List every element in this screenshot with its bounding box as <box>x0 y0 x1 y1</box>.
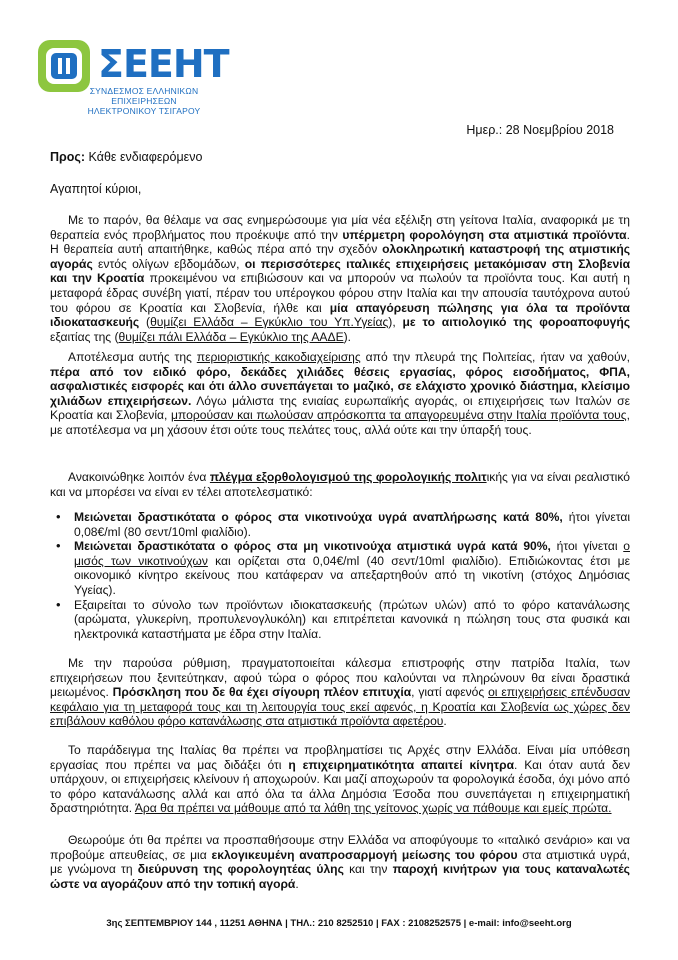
text: εξαιτίας της ( <box>50 329 119 344</box>
bold-text: εκλογικευμένη αναπροσαρμογή μείωσης του φόρου <box>211 847 518 862</box>
text: . <box>443 714 447 729</box>
underlined-text: οι επιχειρήσεις επένδυσαν κεφάλαιο για τη μεταφορά τους και τη λειτουργία τους εκεί αφενός, η Κροατία και Σλοβενία ως χώρες δεν επιβάλουν καθόλου φόρο κατανάλωσης στα ατμιστικά προϊόντα αφετέρου <box>50 685 631 729</box>
underlined-text: ο μισός των νικοτινούχων <box>74 539 630 568</box>
footer-contact: 3ης ΣΕΠΤΕΜΒΡΙΟΥ 144 , 11251 ΑΘΗΝΑ | ΤΗΛ.: 210 8252510 | FAX : 2108252575 | e-mail: info@seeht.org <box>106 918 572 929</box>
bold-text: υπέρμετρη φορολόγηση στα ατμιστικά προϊόντα <box>342 227 627 242</box>
text: , γιατί αφενός <box>411 685 489 700</box>
paragraph-4 <box>50 656 630 729</box>
underlined-text: θυμίζει πάλι Ελλάδα – Εγκύκλιο της ΑΑΔΕ <box>118 329 344 344</box>
bold-text: η επιχειρηματικότητα απαιτεί κίνητρα <box>288 757 515 772</box>
recipient-line <box>50 150 202 165</box>
text: από την πλευρά της Πολιτείας, ήταν να χαθούν, <box>360 350 630 364</box>
paragraph-2 <box>50 350 630 438</box>
text: στα ατμιστικά υγρά, με γνώμονα τη <box>50 847 630 877</box>
text: ). <box>343 329 352 344</box>
text: εντός ολίγων εβδομάδων, <box>92 256 245 271</box>
recipient-text: Κάθε ενδιαφερόμενο <box>85 150 203 164</box>
logo-name: ΣΕΕΗΤ <box>98 42 229 86</box>
list-item <box>74 598 630 642</box>
text: . <box>295 876 299 891</box>
bold-text: διεύρυνση της φορολογητέας ύλης <box>137 862 344 877</box>
text: προκειμένου να επιβιώσουν και να μπορούν να πωλούν τα προϊόντα τους. Και αυτή η μεταφορά έδρας συνέβη γιατί, πέραν του υπέρογκου φόρου στην Ιταλία και την απουσία ταυτόχρονα αυτού του φόρου σε Κροατία και Σλοβενία, ήλθε και <box>50 271 630 315</box>
bold-text: πέρα από τον ειδικό φόρο, δεκάδες χιλιάδες θέσεις εργασίας, φόρος εισοδήματος, ΦΠΑ, ασφαλιστικές εισφορές και ότι άλλο συνεπάγεται το μαζικό, σε ελάχιστο χρονικό διάστημα, κλείσιμο χιλιάδων επιχειρήσεων. <box>50 364 630 408</box>
text: Εξαιρείται το σύνολο των προϊόντων ιδιοκατασκευής (πρώτων υλών) από το φόρο κατανάλωσης (αρώματα, γλυκερίνη, προπυλενογλυκόλη) και επιτρέπεται κανονικά η πώληση τους στα φυσικά και ηλεκτρονικά καταστήματα με έδρα στην Ιταλία. <box>74 597 630 641</box>
text: ), <box>388 315 403 330</box>
paragraph-3 <box>50 470 630 499</box>
text: Θεωρούμε ότι θα πρέπει να προσπαθήσουμε στην Ελλάδα να αποφύγουμε το «ιταλικό σενάριο» και να προβούμε απευθείας, σε μια <box>50 833 630 862</box>
text: ικής για να είναι ρεαλιστικό και να μπορέσει να είναι εν τέλει αποτελεσματικό: <box>50 470 630 499</box>
text: Με την παρούσα ρύθμιση, πραγματοποιείται κάλεσμα επιστροφής στην πατρίδα Ιταλία, των επιχειρήσεων που ξενιτεύτηκαν, αφού τώρα ο φόρος που καλούνται να πληρώνουν θα είναι δραστικά μειωμένος. <box>50 656 630 700</box>
underlined-text: Άρα θα πρέπει να μάθουμε από τα λάθη της γείτονος χωρίς να πάθουμε και εμείς πρώτα. <box>134 801 612 816</box>
underlined-text: θυμίζει Ελλάδα – Εγκύκλιο του Υπ.Υγείας <box>150 315 389 330</box>
bold-text: με το αιτιολογικό της φοροαποφυγής <box>402 315 631 330</box>
bold-text: Πρόσκληση που δε θα έχει σίγουρη πλέον επιτυχία <box>112 685 412 700</box>
text: και ορίζεται στα 0,04€/ml (40 σεντ/10ml φιαλίδιο). Επιδιώκοντας έτσι με οικονομικό κίνητρο εκείνους που κατάφεραν να απεξαρτηθούν από τη νικοτίνη (στόχος Δημόσιας Υγείας). <box>74 553 630 597</box>
bold-underlined-text: πλέγμα εξορθολογισμού της φορολογικής πολιτ <box>209 470 487 484</box>
bold-text: παροχή κινήτρων για τους καταναλωτές ώστε να αγοράζουν από την τοπική αγορά <box>50 862 630 891</box>
bold-text: Μειώνεται δραστικότατα ο φόρος στα μη νικοτινούχα ατμιστικά υγρά κατά 90%, <box>74 539 551 554</box>
text: ήτοι γίνεται 0,08€/ml (80 σεντ/10ml φιαλίδιο). <box>74 510 631 539</box>
measures-list <box>74 510 630 641</box>
text: και την <box>343 862 393 877</box>
paragraph-1 <box>50 213 630 344</box>
bold-text: ολοκληρωτική καταστροφή της ατμιστικής αγοράς <box>50 242 630 271</box>
organization-logo <box>36 38 229 118</box>
logo-subtitle <box>82 86 206 116</box>
bold-text: μία απαγόρευση πώλησης για όλα τα προϊόντα ιδιοκατασκευής <box>50 300 630 330</box>
logo-subtitle-line1: ΣΥΝΔΕΣΜΟΣ ΕΛΛΗΝΙΚΩΝ <box>89 86 199 96</box>
paragraph-5 <box>50 743 630 816</box>
list-item <box>74 539 630 597</box>
text: Το παράδειγμα της Ιταλίας θα πρέπει να προβληματίσει τις Αρχές στην Ελλάδα. Είναι μία υπόθεση εργασίας που πρέπει να μας διδάξει ότι <box>50 743 630 772</box>
letter-date: Ημερ.: 28 Νοεμβρίου 2018 <box>466 123 614 137</box>
text: ήτοι γίνεται <box>550 539 624 554</box>
text: Αποτέλεσμα αυτής της <box>68 350 197 364</box>
text: . Και όταν αυτά δεν υπάρχουν, οι επιχειρήσεις κλείνουν ή αποχωρούν. Και μαζί αποχωρούν τα φορολογικά έσοδα, όχι μόνο από το φόρο κατανάλωσης αλλά και από όλα τα άλλα Δημόσια Έσοδα που συνεπάγεται η επιχειρηματική δραστηριότητα. <box>50 757 630 816</box>
recipient-label: Προς: <box>50 150 86 164</box>
greeting: Αγαπητοί κύριοι, <box>50 182 142 196</box>
list-item <box>74 510 630 539</box>
underlined-text: μπορούσαν και πωλούσαν απρόσκοπτα τα απαγορευμένα στην Ιταλία προϊόντα τους <box>170 408 627 423</box>
text: . Η θεραπεία αυτή απαιτήθηκε, καθώς πέρα από την σχεδόν <box>50 227 630 257</box>
bold-text: Μειώνεται δραστικότατα ο φόρος στα νικοτινούχα υγρά αναπλήρωσης κατά 80%, <box>74 510 563 524</box>
bold-text: οι περισσότερες ιταλικές επιχειρήσεις μετακόμισαν στη Σλοβενία και την Κροατία <box>50 256 631 286</box>
text: Ανακοινώθηκε λοιπόν ένα <box>68 470 210 484</box>
logo-subtitle-line2: ΕΠΙΧΕΙΡΗΣΕΩΝ ΗΛΕΚΤΡΟΝΙΚΟΥ ΤΣΙΓΑΡΟΥ <box>87 96 201 116</box>
text: Λόγω μάλιστα της ενιαίας ευρωπαϊκής αγοράς, οι επιχειρήσεις των Ιταλών σε Κροατία και Σλοβενία, <box>50 393 630 423</box>
text: , με αποτέλεσμα να μη χάσουν έτσι ούτε τους πελάτες τους, αλλά ούτε και την ύπαρξή τους. <box>50 408 630 437</box>
paragraph-6 <box>50 833 630 891</box>
underlined-text: περιοριστικής κακοδιαχείρισης <box>196 350 361 364</box>
text: Με το παρόν, θα θέλαμε να σας ενημερώσουμε για μία νέα εξέλιξη στη γείτονα Ιταλία, αναφορικά με τη θεραπεία ενός προβλήματος που προέκυψε από την <box>50 213 630 242</box>
text: ( <box>139 315 151 330</box>
